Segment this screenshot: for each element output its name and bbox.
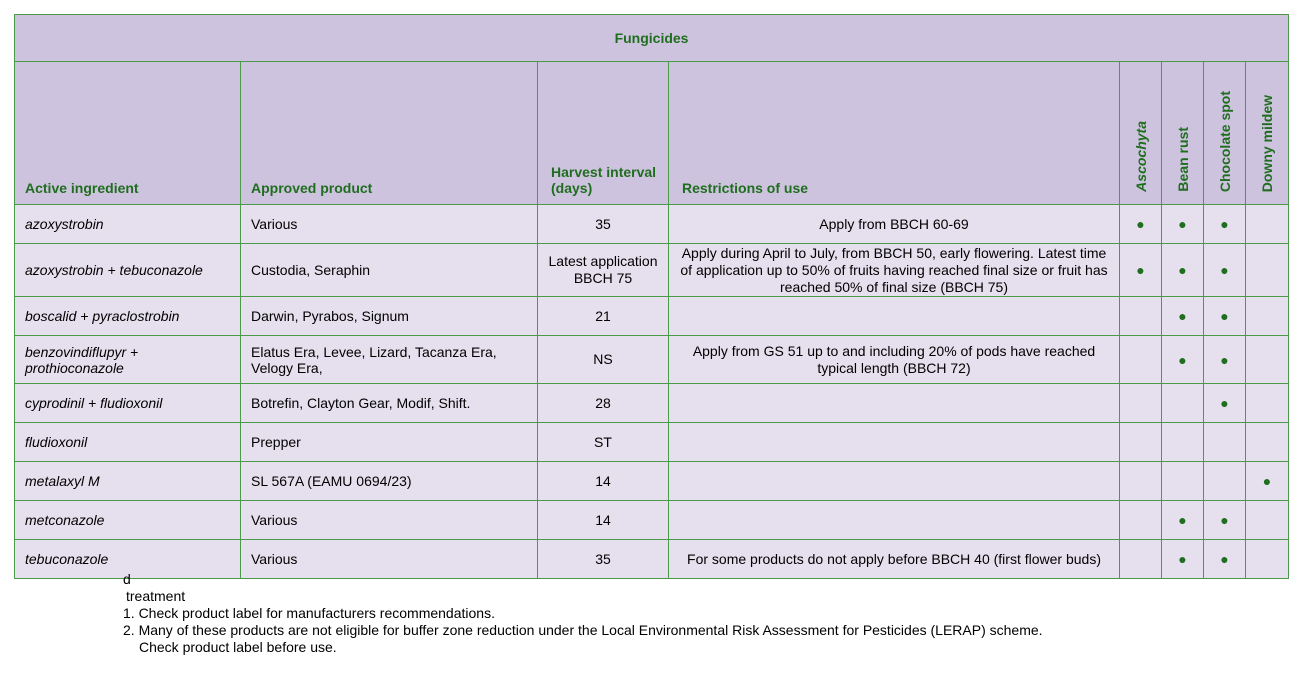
header-active-ingredient: Active ingredient bbox=[15, 62, 241, 205]
product-cell: Various bbox=[241, 205, 538, 244]
mark-downy-mildew bbox=[1246, 297, 1289, 336]
mark-ascochyta bbox=[1120, 540, 1162, 579]
mark-chocolate-spot bbox=[1204, 462, 1246, 501]
interval-cell: Latest application BBCH 75 bbox=[538, 244, 669, 297]
mark-bean-rust bbox=[1162, 384, 1204, 423]
mark-ascochyta: ● bbox=[1120, 205, 1162, 244]
active-ingredient-cell: azoxystrobin + tebuconazole bbox=[15, 244, 241, 297]
mark-chocolate-spot: ● bbox=[1204, 244, 1246, 297]
interval-cell: 14 bbox=[538, 462, 669, 501]
header-ascochyta: Ascochyta bbox=[1120, 62, 1162, 205]
header-downy-mildew: Downy mildew bbox=[1246, 62, 1289, 205]
mark-downy-mildew bbox=[1246, 540, 1289, 579]
active-ingredient-cell: metalaxyl M bbox=[15, 462, 241, 501]
restriction-cell: For some products do not apply before BBCH 40 (first flower buds) bbox=[669, 540, 1120, 579]
restriction-cell: Apply during April to July, from BBCH 50, early flowering. Latest time of application up to 50% of fruits having reached final size or fruit has reached 50% of final size (BBCH 75) bbox=[669, 244, 1120, 297]
active-ingredient-cell: metconazole bbox=[15, 501, 241, 540]
mark-ascochyta bbox=[1120, 501, 1162, 540]
mark-bean-rust: ● bbox=[1162, 297, 1204, 336]
table-title: Fungicides bbox=[15, 15, 1289, 62]
product-cell: SL 567A (EAMU 0694/23) bbox=[241, 462, 538, 501]
active-ingredient-cell: benzovindiflupyr + prothioconazole bbox=[15, 336, 241, 384]
mark-chocolate-spot: ● bbox=[1204, 205, 1246, 244]
mark-downy-mildew bbox=[1246, 244, 1289, 297]
mark-downy-mildew bbox=[1246, 423, 1289, 462]
mark-chocolate-spot bbox=[1204, 423, 1246, 462]
restriction-cell bbox=[669, 384, 1120, 423]
mark-chocolate-spot: ● bbox=[1204, 384, 1246, 423]
interval-cell: 35 bbox=[538, 205, 669, 244]
table-row bbox=[15, 384, 1289, 423]
header-harvest-interval: Harvest interval (days) bbox=[538, 62, 669, 205]
table-row bbox=[15, 423, 1289, 462]
mark-ascochyta bbox=[1120, 462, 1162, 501]
active-ingredient-cell: azoxystrobin bbox=[15, 205, 241, 244]
mark-ascochyta bbox=[1120, 384, 1162, 423]
mark-ascochyta bbox=[1120, 423, 1162, 462]
footnotes bbox=[123, 571, 1043, 656]
mark-chocolate-spot: ● bbox=[1204, 336, 1246, 384]
mark-bean-rust bbox=[1162, 423, 1204, 462]
mark-ascochyta bbox=[1120, 297, 1162, 336]
mark-chocolate-spot: ● bbox=[1204, 501, 1246, 540]
product-cell: Elatus Era, Levee, Lizard, Tacanza Era, Velogy Era, bbox=[241, 336, 538, 384]
mark-bean-rust: ● bbox=[1162, 540, 1204, 579]
interval-cell: 14 bbox=[538, 501, 669, 540]
footnote-1: 1. Check product label for manufacturers recommendations. bbox=[123, 605, 495, 621]
mark-ascochyta: ● bbox=[1120, 244, 1162, 297]
interval-cell: ST bbox=[538, 423, 669, 462]
mark-bean-rust bbox=[1162, 462, 1204, 501]
restriction-cell bbox=[669, 423, 1120, 462]
active-ingredient-cell: tebuconazole bbox=[15, 540, 241, 579]
fungicides-table bbox=[14, 14, 1289, 579]
mark-downy-mildew: ● bbox=[1246, 462, 1289, 501]
table-row bbox=[15, 501, 1289, 540]
interval-cell: 35 bbox=[538, 540, 669, 579]
interval-cell: NS bbox=[538, 336, 669, 384]
interval-cell: 28 bbox=[538, 384, 669, 423]
header-restrictions: Restrictions of use bbox=[669, 62, 1120, 205]
mark-downy-mildew bbox=[1246, 501, 1289, 540]
table-row bbox=[15, 244, 1289, 297]
mark-ascochyta bbox=[1120, 336, 1162, 384]
mark-downy-mildew bbox=[1246, 336, 1289, 384]
mark-chocolate-spot: ● bbox=[1204, 540, 1246, 579]
mark-downy-mildew bbox=[1246, 205, 1289, 244]
mark-chocolate-spot: ● bbox=[1204, 297, 1246, 336]
table-row bbox=[15, 462, 1289, 501]
footnote-2-continued: Check product label before use. bbox=[139, 639, 337, 655]
product-cell: Prepper bbox=[241, 423, 538, 462]
product-cell: Various bbox=[241, 540, 538, 579]
mark-bean-rust: ● bbox=[1162, 336, 1204, 384]
footnote-2: 2. Many of these products are not eligible for buffer zone reduction under the Local Environmental Risk Assessment for Pesticides (LERAP) scheme. bbox=[123, 622, 1043, 638]
restriction-cell bbox=[669, 462, 1120, 501]
active-ingredient-cell: cyprodinil + fludioxonil bbox=[15, 384, 241, 423]
product-cell: Darwin, Pyrabos, Signum bbox=[241, 297, 538, 336]
mark-downy-mildew bbox=[1246, 384, 1289, 423]
active-ingredient-cell: boscalid + pyraclostrobin bbox=[15, 297, 241, 336]
mark-bean-rust: ● bbox=[1162, 205, 1204, 244]
footnote-fragment-d: d bbox=[123, 571, 131, 587]
restriction-cell bbox=[669, 501, 1120, 540]
header-approved-product: Approved product bbox=[241, 62, 538, 205]
table-row bbox=[15, 205, 1289, 244]
restriction-cell bbox=[669, 297, 1120, 336]
mark-bean-rust: ● bbox=[1162, 501, 1204, 540]
footnote-fragment-treatment: treatment bbox=[126, 588, 186, 604]
product-cell: Custodia, Seraphin bbox=[241, 244, 538, 297]
header-chocolate-spot: Chocolate spot bbox=[1204, 62, 1246, 205]
table-row bbox=[15, 336, 1289, 384]
mark-bean-rust: ● bbox=[1162, 244, 1204, 297]
restriction-cell: Apply from BBCH 60-69 bbox=[669, 205, 1120, 244]
interval-cell: 21 bbox=[538, 297, 669, 336]
product-cell: Botrefin, Clayton Gear, Modif, Shift. bbox=[241, 384, 538, 423]
restriction-cell: Apply from GS 51 up to and including 20% of pods have reached typical length (BBCH 72) bbox=[669, 336, 1120, 384]
active-ingredient-cell: fludioxonil bbox=[15, 423, 241, 462]
header-bean-rust: Bean rust bbox=[1162, 62, 1204, 205]
table-row bbox=[15, 297, 1289, 336]
product-cell: Various bbox=[241, 501, 538, 540]
